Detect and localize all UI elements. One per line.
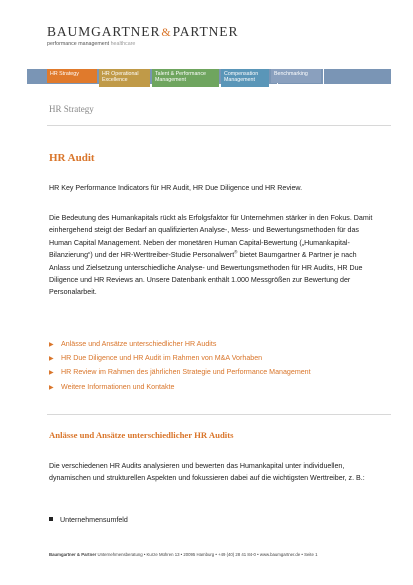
anchor-link-contacts[interactable] (49, 381, 311, 395)
subsection-title: Anlässe und Ansätze unterschiedlicher HR Audits (49, 430, 234, 440)
nav-tab-label: Talent & Performance (155, 71, 206, 77)
arrow-right-icon: ▶ (49, 384, 54, 391)
subsection-text: Die verschiedenen HR Audits analysieren und bewerten das Humankapital unter individuellen, dynamischen und strukturellen Aspekten und fokussieren dabei auf die wichtigsten Werttreiber, z. B.: (49, 462, 365, 483)
nav-tab-label-line2: Management (155, 77, 186, 84)
nav-tab-label: HR Strategy (50, 71, 79, 77)
brand-tagline (47, 41, 287, 47)
anchor-link-list (49, 338, 311, 395)
bullet-label: Unternehmensumfeld (60, 516, 128, 524)
nav-tab-compensation-management[interactable] (221, 69, 269, 87)
nav-tab-label: Compensation (224, 71, 259, 77)
brand-name-right: PARTNER (172, 24, 239, 39)
footer-text: Unternehmensberatung • Kurze Mühren 13 • 20095 Hamburg • +49 (40) 28 41 84-0 • www.baumgartner.de • Seite 1 (97, 552, 318, 557)
nav-tab-label-line2: Management (224, 77, 255, 84)
brand-logo[interactable] (47, 25, 287, 47)
brand-name (47, 25, 287, 39)
arrow-right-icon: ▶ (49, 342, 54, 348)
body-paragraph (49, 212, 375, 299)
section-label: HR Strategy (49, 104, 94, 114)
nav-tab-talent-performance-management[interactable] (152, 69, 219, 87)
arrow-right-icon: ▶ (49, 370, 54, 377)
page-title: HR Audit (49, 152, 95, 164)
nav-tab-label-line2: Excellence (102, 77, 128, 84)
anchor-link-due-diligence[interactable] (49, 352, 311, 366)
intro-text: HR Key Performance Indicators für HR Audit, HR Due Diligence und HR Review. (49, 184, 303, 192)
section-divider (47, 125, 391, 126)
anchor-link-label: HR Review im Rahmen des jährlichen Strategie und Performance Management (61, 368, 311, 377)
anchor-link-label: HR Due Diligence und HR Audit im Rahmen von M&A Vorhaben (61, 354, 263, 363)
nav-tab-hr-operational-excellence[interactable] (99, 69, 150, 87)
arrow-right-icon: ▶ (49, 356, 54, 363)
footer-company: Baumgartner & Partner (49, 552, 97, 557)
bullet-item (49, 516, 128, 524)
anchor-link-label: Anlässe und Ansätze unterschiedlicher HR Audits (61, 340, 217, 348)
nav-divider (323, 69, 324, 84)
body-text-part1: Die Bedeutung des Humankapitals rückt als Erfolgsfaktor für Unternehmen stärker in den Fokus. Damit einhergehend steigt der Bedarf an qualifizierten Analyse-, Mess- und Bewertungsmethoden für das Human Capital Management. Neben der monetären Human Capital-Bewertung („Humankapital-Bilanzierung“) und der HR-Werttreiber-Studie Personalwert (49, 214, 373, 260)
section-divider (47, 414, 391, 415)
nav-tab-label: HR Operational (102, 71, 139, 77)
bullet-square-icon (49, 517, 53, 521)
nav-tab-label: Benchmarking (274, 71, 308, 77)
brand-ampersand: & (161, 25, 172, 39)
registered-mark: ® (234, 249, 238, 255)
brand-tagline-main: performance management (47, 41, 110, 47)
anchor-link-hr-review[interactable] (49, 366, 311, 380)
body-text-part2: bietet Baumgartner & Partner je nach Anlass und Zielsetzung unterschiedliche Analyse- und Bewertungsmethoden für HR Audits, HR Due Diligence und HR Reviews an. Unsere Datenbank enthält 1.000 Messgrößen zur Bewertung der Personalarbeit. (49, 251, 363, 297)
page-footer (49, 552, 317, 557)
nav-tab-benchmarking[interactable] (271, 69, 321, 83)
brand-tagline-light: healthcare (110, 41, 136, 47)
nav-tab-hr-strategy[interactable] (47, 69, 97, 83)
anchor-link-label: Weitere Informationen und Kontakte (61, 382, 175, 391)
brand-name-left: BAUMGARTNER (47, 24, 161, 39)
anchor-link-audits[interactable] (49, 338, 311, 352)
